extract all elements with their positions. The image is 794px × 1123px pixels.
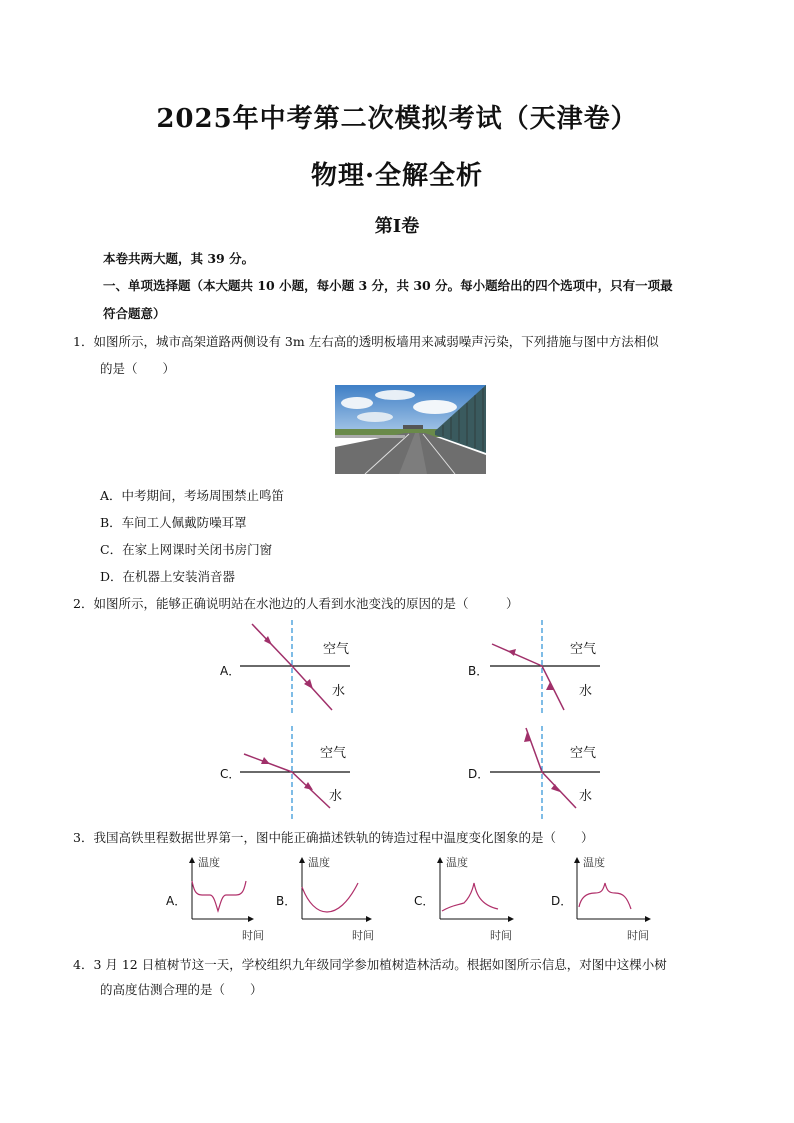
q3-b-ylabel: 温度 — [308, 856, 330, 869]
q2-a-water: 水 — [332, 684, 346, 699]
q1-stem-cont: 的是（ ） — [100, 361, 176, 376]
page-subtitle: 物理·全解全析 — [310, 161, 484, 191]
section-title: 第Ⅰ卷 — [374, 216, 420, 237]
q2-label-b: B． — [468, 664, 489, 678]
q1-option-d: D．在机器上安装消音器 — [100, 569, 236, 584]
q3-label-a: A． — [166, 894, 187, 908]
q3-stem — [73, 828, 593, 846]
q2-figure-a — [240, 618, 370, 714]
q1-option-a: A．中考期间，考场周围禁止鸣笛 — [100, 488, 285, 503]
q4-stem — [73, 955, 667, 973]
q2-figure-c — [240, 724, 370, 820]
q2-c-air: 空气 — [320, 746, 347, 761]
q3-graph-c — [428, 853, 528, 945]
q4-stem-text: 3 月 12 日植树节这一天，学校组织九年级同学参加植树造林活动。根据如图所示信息，对图中这棵小树 — [93, 957, 667, 972]
q3-a-ylabel: 温度 — [198, 856, 220, 869]
q2-figure-d — [490, 724, 620, 820]
q2-a-air: 空气 — [323, 642, 350, 657]
intro-line: 本卷共两大题，其 39 分。 — [103, 251, 255, 266]
q2-c-water: 水 — [329, 789, 343, 804]
q2-b-water: 水 — [579, 684, 593, 699]
q1-number: 1． — [73, 334, 94, 349]
q2-d-air: 空气 — [570, 746, 597, 761]
q3-c-xlabel: 时间 — [490, 929, 512, 942]
q3-b-xlabel: 时间 — [352, 929, 374, 942]
highway-photo — [335, 385, 486, 474]
q2-number: 2． — [73, 596, 94, 611]
q2-d-water: 水 — [579, 789, 593, 804]
q2-figure-b — [490, 618, 620, 714]
q2-label-c: C． — [220, 767, 241, 781]
q2-label-d: D． — [468, 767, 490, 781]
q3-label-b: B． — [276, 894, 297, 908]
q1-stem — [73, 332, 659, 350]
q1-option-c: C．在家上网课时关闭书房门窗 — [100, 542, 273, 557]
q3-a-xlabel: 时间 — [242, 929, 264, 942]
q2-b-air: 空气 — [570, 642, 597, 657]
q3-stem-text: 我国高铁里程数据世界第一，图中能正确描述铁轨的铸造过程中温度变化图象的是（ ） — [93, 830, 594, 845]
part-heading: 一、单项选择题（本大题共 10 小题，每小题 3 分，共 30 分。每小题给出的四个选项中，只有一项最 — [103, 278, 673, 293]
q3-c-ylabel: 温度 — [446, 856, 468, 869]
q3-label-d: D． — [551, 894, 573, 908]
q3-d-xlabel: 时间 — [627, 929, 649, 942]
q2-label-a: A． — [220, 664, 241, 678]
q3-graph-d — [565, 853, 665, 945]
q3-graph-a — [180, 853, 260, 933]
page-title: 2025年中考第二次模拟考试（天津卷） — [156, 104, 638, 134]
q1-option-b: B．车间工人佩戴防噪耳罩 — [100, 515, 247, 530]
q4-stem-cont: 的高度估测合理的是（ ） — [100, 982, 263, 997]
q2-stem-text: 如图所示，能够正确说明站在水池边的人看到水池变浅的原因的是（ ） — [93, 596, 519, 611]
q1-stem-text: 如图所示，城市高架道路两侧设有 3m 左右高的透明板墙用来减弱噪声污染，下列措施与图中方法相似 — [93, 334, 659, 349]
q3-d-ylabel: 温度 — [583, 856, 605, 869]
part-heading-cont: 符合题意） — [103, 306, 166, 321]
q3-label-c: C． — [414, 894, 435, 908]
q3-graph-b — [290, 853, 380, 945]
q4-number: 4． — [73, 957, 94, 972]
q2-stem — [73, 594, 518, 612]
q3-number: 3． — [73, 830, 94, 845]
